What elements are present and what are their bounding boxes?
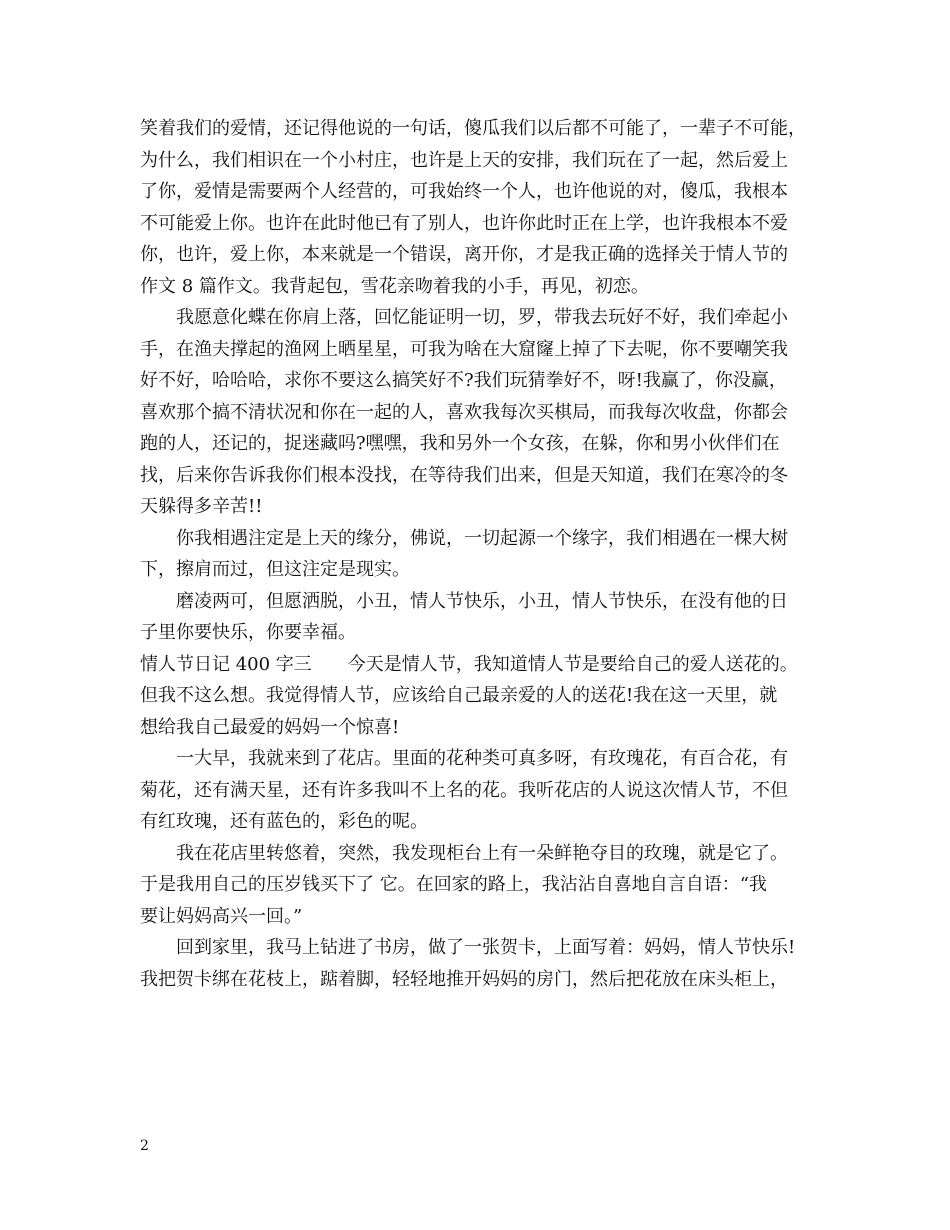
- text-line: 回到家里，我马上钻进了书房，做了一张贺卡，上面写着：妈妈，情人节快乐!: [176, 937, 796, 958]
- text-line: 喜欢那个搞不清状况和你在一起的人，喜欢我每次买棋局，而我每次收盘，你都会: [140, 401, 788, 423]
- text-line: 要让妈妈高兴一回。”: [140, 905, 303, 927]
- text-line: 有红玫瑰，还有蓝色的，彩色的呢。: [140, 811, 428, 832]
- text-line: 手，在渔夫撑起的渔网上晒星星，可我为啥在大窟窿上掉了下去呢，你不要嘲笑我: [140, 338, 788, 360]
- text-line: 找，后来你告诉我你们根本没找，在等待我们出来，但是天知道，我们在寒冷的冬: [140, 464, 788, 486]
- text-line: 磨凌两可，但愿洒脱，小丑，情人节快乐，小丑，情人节快乐，在没有他的日: [176, 590, 788, 612]
- text-line: 一大早，我就来到了花店。里面的花种类可真多呀，有玫瑰花，有百合花，有: [176, 748, 788, 769]
- text-line: 作文 8 篇作文。我背起包，雪花亲吻着我的小手，再见，初恋。: [140, 275, 649, 297]
- text-line: 跑的人，还记的，捉迷藏吗?嘿嘿，我和另外一个女孩，在躲，你和男小伙伴们在: [140, 433, 780, 454]
- text-line: 不可能爱上你。也许在此时他已有了别人，也许你此时正在上学，也许我根本不爱: [140, 212, 788, 234]
- text-line: 菊花，还有满天星，还有许多我叫不上名的花。我听花店的人说这次情人节，不但: [140, 779, 788, 801]
- page-number: 2: [140, 1138, 149, 1154]
- text-line: 我在花店里转悠着，突然，我发现柜台上有一朵鲜艳夺目的玫瑰，就是它了。: [176, 842, 788, 864]
- text-line: 下，擦肩而过，但这注定是现实。: [140, 559, 410, 580]
- text-line: 我把贺卡绑在花枝上，踮着脚，轻轻地推开妈妈的房门，然后把花放在床头柜上，: [140, 968, 788, 990]
- text-line: 但我不这么想。我觉得情人节，应该给自己最亲爱的人的送花!我在这一天里，就: [140, 685, 778, 706]
- text-line: 了你，爱情是需要两个人经营的，可我始终一个人，也许他说的对，傻瓜，我根本: [140, 181, 788, 202]
- text-line: 想给我自己最爱的妈妈一个惊喜!: [140, 716, 400, 738]
- text-line: 为什么，我们相识在一个小村庄，也许是上天的安排，我们玩在了一起，然后爱上: [140, 149, 788, 171]
- text-line: 情人节日记 400 字三 今天是情人节，我知道情人节是要给自己的爱人送花的。: [140, 653, 798, 675]
- text-line: 于是我用自己的压岁钱买下了 它。在回家的路上，我沾沾自喜地自言自语：“我: [140, 874, 767, 895]
- text-line: 好不好，哈哈哈，求你不要这么搞笑好不?我们玩猜拳好不，呀!我赢了，你没赢，: [140, 370, 787, 391]
- text-line: 你我相遇注定是上天的缘分，佛说，一切起源一个缘字，我们相遇在一棵大树: [176, 527, 788, 549]
- text-line: 子里你要快乐，你要幸福。: [140, 622, 356, 643]
- text-line: 你，也许，爱上你，本来就是一个错误，离开你，才是我正确的选择关于情人节的: [140, 244, 788, 265]
- text-line: 我愿意化蝶在你肩上落，回忆能证明一切，罗，带我去玩好不好，我们牵起小: [176, 307, 788, 328]
- body-text: [140, 113, 830, 995]
- text-line: 笑着我们的爱情，还记得他说的一句话，傻瓜我们以后都不可能了，一辈子不可能，: [140, 118, 806, 139]
- text-line: 天躲得多辛苦!!: [140, 496, 263, 517]
